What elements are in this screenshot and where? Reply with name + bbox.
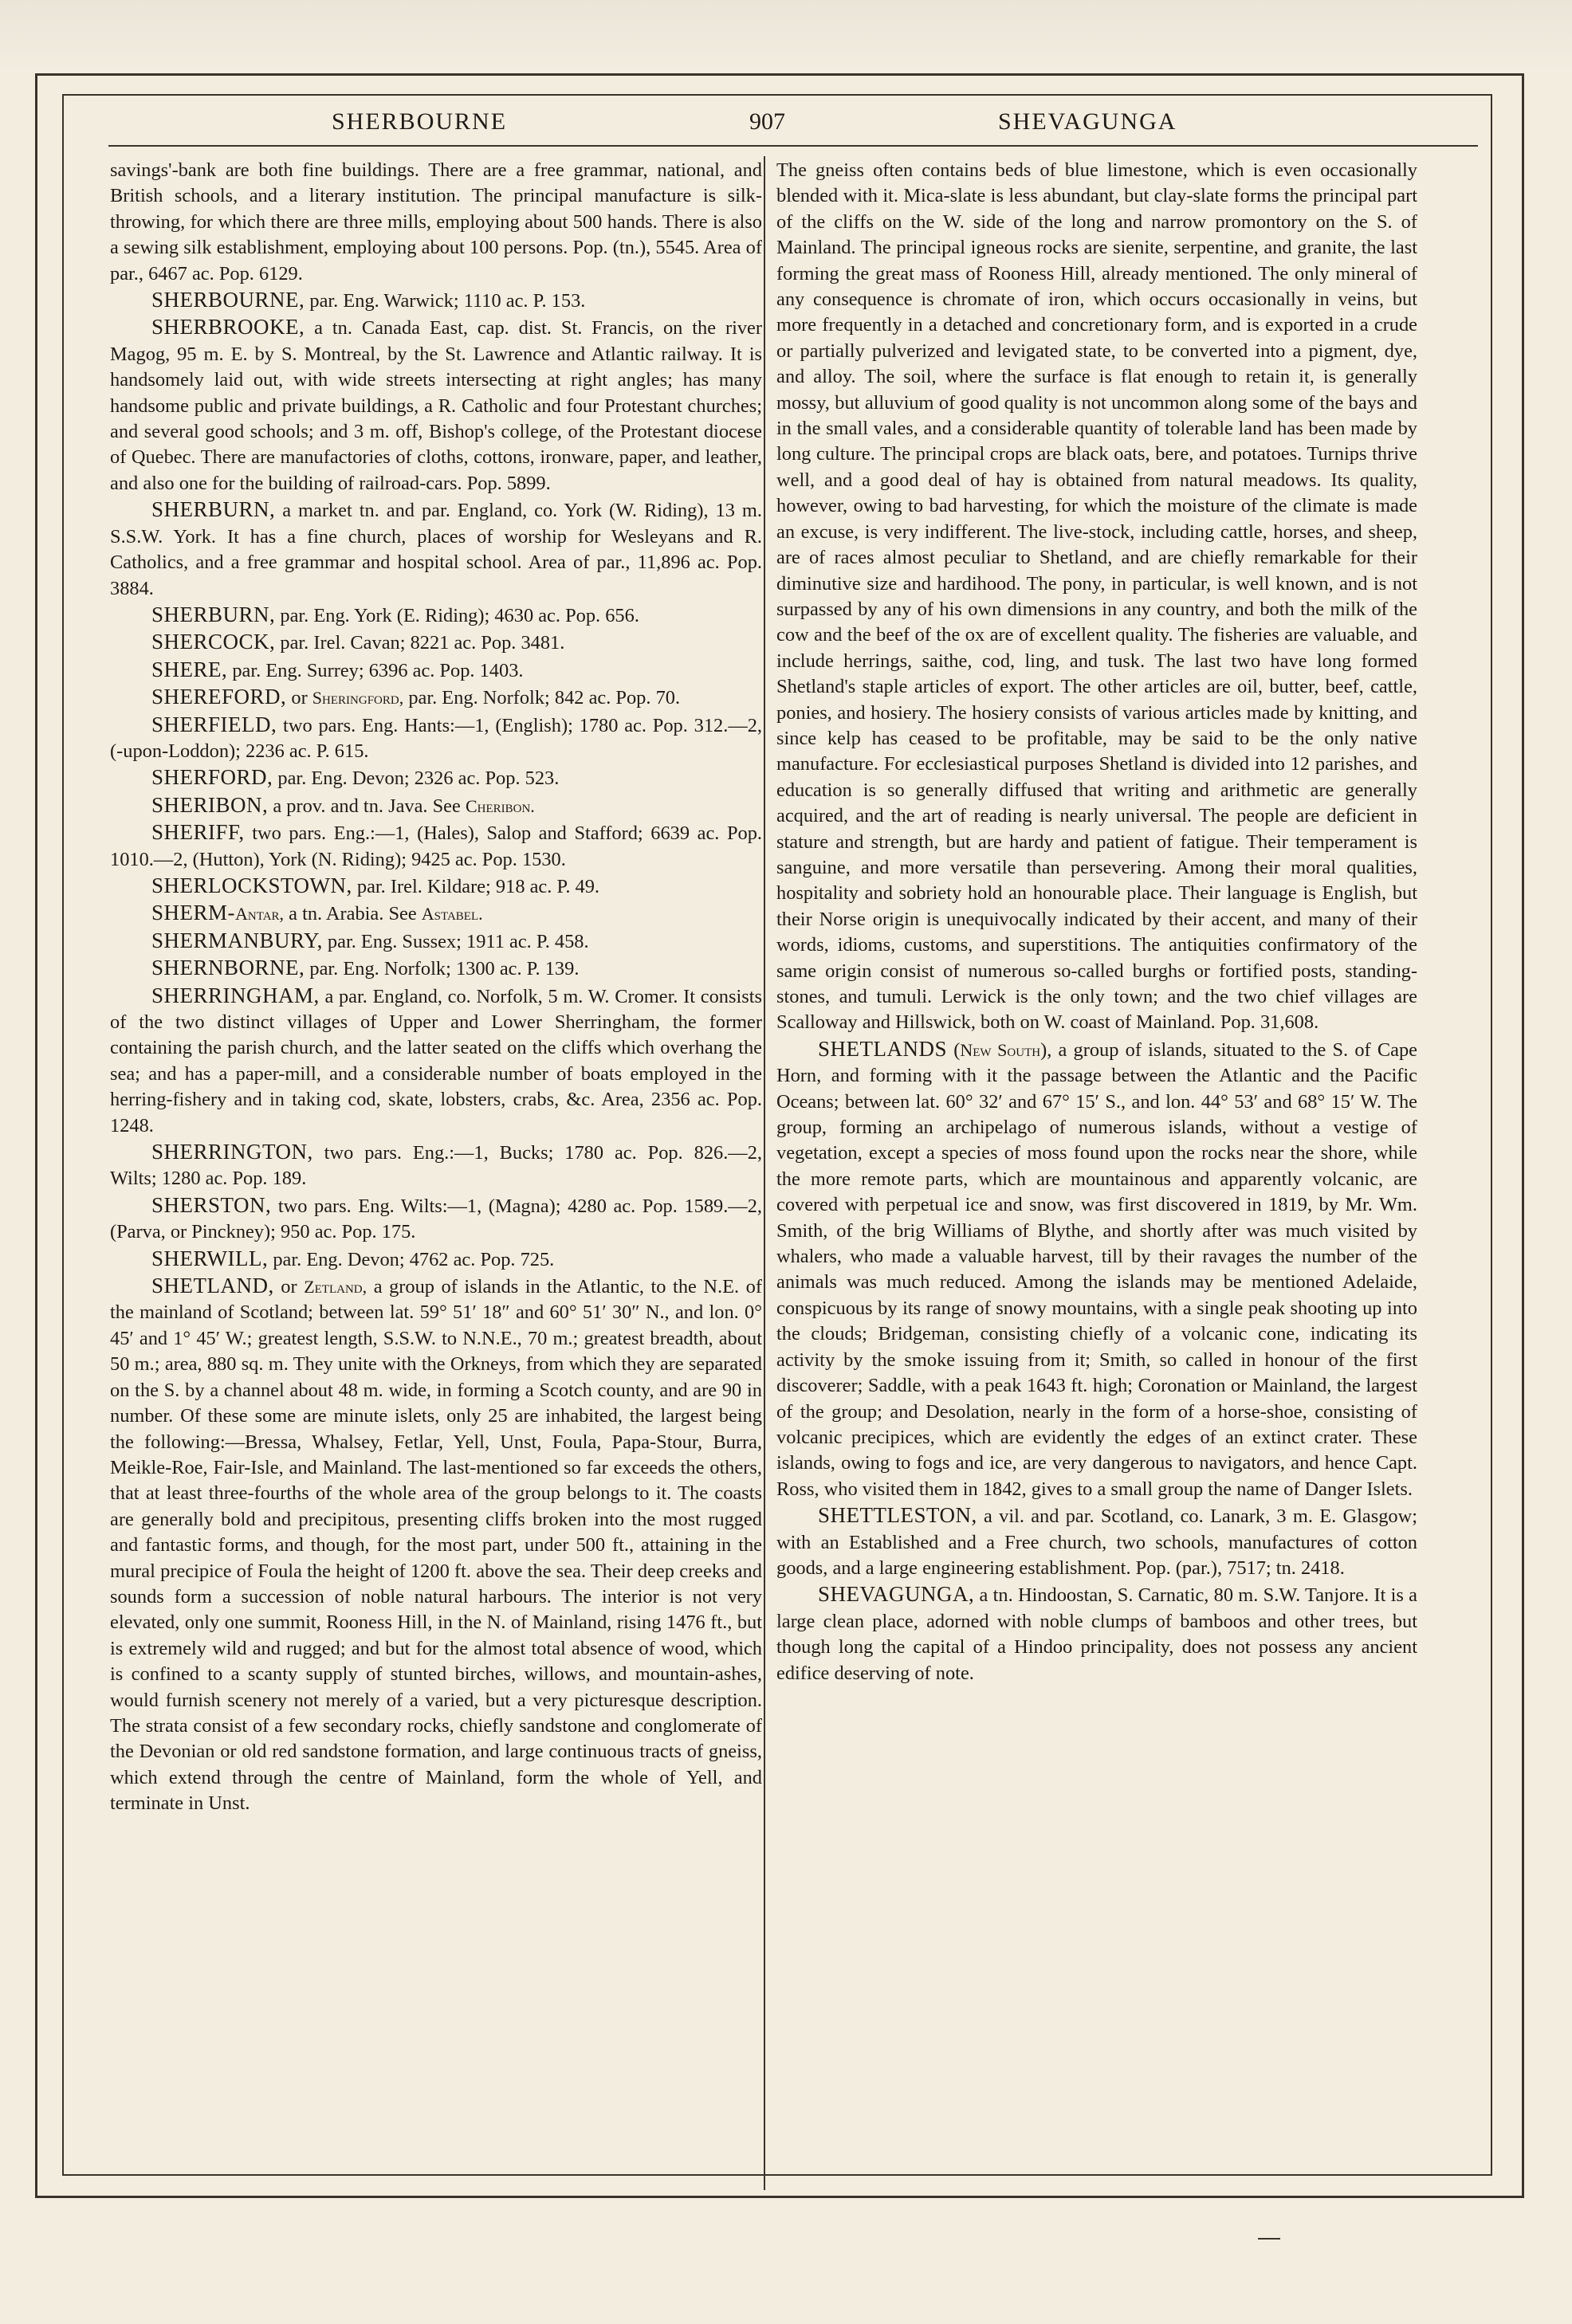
right-column (776, 158, 1417, 1686)
entry-text: or (286, 687, 312, 709)
entry-text: par. Eng. Warwick; 1110 ac. P. 153. (305, 290, 586, 312)
entry-text: a tn. Arabia. See (284, 903, 422, 925)
paragraph-text: savings'-bank are both fine buildings. There are a free grammar, national, and British schools, and a literary institution. The principal manufacture is silk-throwing, for which there are three mills, employing about 500 hands. There is also a sewing silk establishment, employing about 100 persons. Pop. (tn.), 5545. Area of par., 6467 ac. Pop. 6129. (110, 159, 762, 285)
entry-small-caps: Cheribon. (465, 795, 535, 816)
gazetteer-entry (110, 873, 762, 900)
gazetteer-entry (776, 1036, 1417, 1502)
entry-headword: SHETTLESTON, (818, 1503, 977, 1528)
gazetteer-entry (110, 1192, 762, 1246)
header-right-title: SHEVAGUNGA (998, 108, 1177, 135)
entry-headword: SHERIFF, (151, 820, 245, 845)
entry-headword: SHERCOCK, (151, 630, 276, 654)
gazetteer-entry (776, 1581, 1417, 1686)
gazetteer-entry (110, 602, 762, 629)
entry-text: par. Eng. Devon; 2326 ac. Pop. 523. (273, 767, 560, 790)
entry-headword: SHERRINGHAM, (151, 983, 320, 1007)
entry-text: a group of islands in the Atlantic, to the N.E. of the mainland of Scotland; between lat. 59° 51′ 18″ and 60° 51′ 30″ N., and lon. 0° 45′ and 1° 45′ W.; greatest length, S.S.W. to N.N.E., 70 m.; greatest breadth, about 50 m.; area, 880 sq. m. They unite with the Orkneys, from which they are separated on the S. by a channel about 48 m. wide, in forming a Scotch county, and are 90 in number. Of these some are minute islets, only 25 are inhabited, the largest being the following:—Bressa, Whalsey, Fetlar, Yell, Unst, Foula, Papa-Stour, Burra, Meikle-Roe, Fair-Isle, and Mainland. The last-mentioned so far exceeds the others, that at least three-fourths of the whole area of the group belongs to it. The coasts are generally bold and precipitous, presenting cliffs broken into the most rugged and fantastic forms, and though, for the most part, under 500 ft., attaining in the mural precipice of Foula the height of 1200 ft. above the sea. Their deep creeks and sounds form a succession of noble natural harbours. The interior is not very elevated, only one summit, Rooness Hill, in the N. of Mainland, rising 1476 ft., but is extremely wild and rugged; and but for the almost total absence of wood, which is confined to a scanty supply of stunted birches, willows, and mountain-ashes, would furnish scenery not merely of a varied, but a very picturesque description. The strata consist of a few secondary rocks, chiefly sandstone and conglomerate of the Devonian or old red sandstone formation, and large continuous tracts of gneiss, which extend through the centre of Mainland, form the whole of Yell, and terminate in Unst. (110, 1276, 763, 1815)
gazetteer-entry (110, 712, 762, 765)
entry-text: two pars. Eng.:—1, (Hales), Salop and Stafford; 6639 ac. Pop. 1010.—2, (Hutton), York (N. Riding); 9425 ac. Pop. 1530. (110, 822, 762, 870)
entry-text: a tn. Hindoostan, S. Carnatic, 80 m. S.W. Tanjore. It is a large clean place, adorned with noble clumps of bamboos and other trees, but though long the capital of a Hindoo principality, does not possess any ancient edifice deserving of note. (776, 1584, 1417, 1684)
entry-text: par. Irel. Cavan; 8221 ac. Pop. 3481. (275, 632, 565, 654)
entry-headword: SHERMANBURY, (151, 928, 323, 952)
gazetteer-entry (110, 928, 762, 955)
entry-headword: SHERRINGTON, (151, 1140, 313, 1164)
entry-text: two pars. Eng. Wilts:—1, (Magna); 4280 ac. Pop. 1589.—2, (Parva, or Pinckney); 950 ac. Pop. 175. (110, 1195, 762, 1243)
gazetteer-entry (110, 657, 762, 684)
gazetteer-entry (110, 1246, 762, 1273)
entry-headword: SHERIBON, (151, 792, 269, 817)
entry-text: par. Eng. Norfolk; 842 ac. Pop. 70. (403, 687, 681, 709)
gazetteer-entry (110, 955, 762, 982)
entry-text: par. Eng. Surrey; 6396 ac. Pop. 1403. (227, 659, 524, 681)
entry-text: two pars. Eng. Hants:—1, (English); 1780 ac. Pop. 312.—2, (-upon-Loddon); 2236 ac. P. 615. (110, 714, 762, 762)
entry-headword: SHERBURN, (151, 602, 276, 626)
left-column (110, 158, 762, 1817)
entry-headword: SHETLANDS (818, 1036, 948, 1061)
gazetteer-entry (110, 764, 762, 791)
gazetteer-entry (110, 497, 762, 602)
entry-small-caps: Astabel. (421, 904, 483, 924)
page-top-margin (0, 0, 1572, 73)
entry-headword: SHERNBORNE, (151, 956, 305, 980)
gazetteer-entry (110, 287, 762, 314)
entry-headword: SHERM- (151, 901, 236, 925)
entry-headword: SHEVAGUNGA, (818, 1582, 975, 1607)
gazetteer-entry (110, 792, 762, 819)
entry-text: two pars. Eng.:—1, Bucks; 1780 ac. Pop. 826.—2, Wilts; 1280 ac. Pop. 189. (110, 1142, 762, 1190)
paragraph-text: The gneiss often contains beds of blue limestone, which is even occasionally blended with it. Mica-slate is less abundant, but clay-slate forms the principal part of the cliffs on the W. side of the long and narrow promontory on the S. of Mainland. The principal igneous rocks are sienite, serpentine, and granite, the last forming the great mass of Rooness Hill, already mentioned. The only mineral of any consequence is chromate of iron, which occurs occasionally in veins, but more frequently in a detached and concretionary form, and is exported in a crude or partially pulverized and levigated state, to be converted into a pigment, dye, and alloy. The soil, where the surface is flat enough to retain it, is generally mossy, but alluvium of good quality is not uncommon along some of the bays and in the small vales, and a considerable quantity of tolerable land has been made by long culture. The principal crops are black oats, bere, and potatoes. Turnips thrive well, and a good deal of hay is obtained from natural meadows. Its quality, however, owing to bad harvesting, for which the moisture of the climate is made an excuse, is very indifferent. The live-stock, including cattle, horses, and sheep, are of races almost peculiar to Shetland, and are chiefly remarkable for their diminutive size and hardihood. The pony, in particular, is well known, and is not surpassed by any of his own dimensions in any country, and both the milk of the cow and the beef of the ox are of excellent quality. The fisheries are valuable, and include herrings, saithe, cod, ling, and tusk. The last two have long formed Shetland's staple articles of export. The other articles are oil, butter, beef, cattle, ponies, and hosiery. The hosiery consists of various articles made by knitting, and since kelp has ceased to be profitable, may be said to be the only native manufacture. For ecclesiastical purposes Shetland is divided into 12 parishes, and education is so generally diffused that writing and arithmetic are generally acquired, and the art of reading is nearly universal. The people are deficient in stature and strength, but are hardy and patient of fatigue. Their temperament is sanguine, and more versatile than persevering. Among their moral qualities, hospitality and sobriety hold an honourable place. Their language is English, but their Norse origin is unequivocally indicated by their accent, and many of their words, idioms, customs, and superstitions. The antiquities confirmatory of the same origin consist of numerous so-called burghs or fortified posts, standing-stones, and tumuli. Lerwick is the only town; and the two chief villages are Scalloway and Hillswick, both on W. coast of Mainland. Pop. 31,608. (776, 159, 1417, 1034)
entry-text: par. Eng. Norfolk; 1300 ac. P. 139. (305, 958, 580, 980)
entry-headword: SHERSTON, (151, 1192, 272, 1217)
entry-small-caps: Zetland, (304, 1277, 367, 1297)
gazetteer-entry (110, 1273, 762, 1817)
gazetteer-entry (110, 314, 762, 497)
entry-text: par. Irel. Kildare; 918 ac. P. 49. (352, 875, 599, 897)
entry-headword: SHERBURN, (151, 497, 276, 522)
header-rule (108, 145, 1478, 147)
entry-headword: SHERLOCKSTOWN, (151, 873, 352, 897)
entry-small-caps: Antar, (235, 904, 285, 924)
gazetteer-entry (110, 983, 762, 1139)
column-divider (764, 156, 765, 2190)
entry-text: ( (947, 1038, 961, 1061)
entry-text: a tn. Canada East, cap. dist. St. Francis, on the river Magog, 95 m. E. by S. Montreal, by the St. Lawrence and Atlantic railway. It is handsomely laid out, with wide streets intersecting at right angles; has many handsome public and private buildings, a R. Catholic and four Protestant churches; and several good schools; and 3 m. off, Bishop's college, of the Protestant diocese of Quebec. There are manufactories of cloths, cottons, ironware, paper, and leather, and also one for the building of railroad-cars. Pop. 5899. (110, 317, 762, 494)
entry-text: ), a group of islands, situated to the S. of Cape Horn, and forming with it the passage between the Atlantic and the Pacific Oceans; between lat. 60° 32′ and 67° 15′ S., and lon. 44° 53′ and 68° 15′ W. The group, forming an archipelago of numerous islands, without a vestige of vegetation, except a species of moss found upon the rocks near the shore, while the more remote parts, which are mountainous and apparently volcanic, are covered with perpetual ice and snow, was first discovered in 1819, by Mr. Wm. Smith, of the brig Williams of Blythe, and shortly after was much visited by whalers, who made a valuable harvest, till by their ravages the number of the animals was much reduced. Among the islands may be mentioned Adelaide, conspicuous by its range of snowy mountains, with a single peak shooting up into the clouds; Bridgeman, consisting chiefly of a volcanic cone, indicating its activity by the smoke issuing from it; Smith, so called in honour of the first discoverer; Saddle, with a peak 1643 ft. high; Coronation or Mainland, the largest of the group; and Desolation, nearly in the form of a horse-shoe, consisting of volcanic precipices, which are evidently the edges of an extinct crater. These islands, owing to fogs and ice, are very dangerous to navigators, and hence Capt. Ross, who visited them in 1842, gives to a small group the name of Danger Islets. (776, 1038, 1417, 1500)
entry-headword: SHERFIELD, (151, 712, 277, 736)
entry-headword: SHEREFORD, (151, 685, 287, 709)
entry-text: or (273, 1276, 305, 1298)
entry-text: par. Eng. Devon; 4762 ac. Pop. 725. (268, 1248, 555, 1270)
entry-small-caps: Sheringford, (312, 688, 404, 709)
end-of-page-mark (1258, 2238, 1280, 2240)
gazetteer-entry (110, 1139, 762, 1192)
page-number: 907 (749, 108, 785, 135)
gazetteer-entry (110, 629, 762, 656)
entry-text: a par. England, co. Norfolk, 5 m. W. Cromer. It consists of the two distinct villages of Upper and Lower Sherringham, the former containing the parish church, and the latter seated on the cliffs which overhang the sea; and has a paper-mill, and a considerable number of boats employed in the herring-fishery and in taking cod, skate, lobsters, crabs, &c. Area, 2356 ac. Pop. 1248. (110, 985, 762, 1136)
continued-text (110, 158, 762, 287)
gazetteer-entry (776, 1502, 1417, 1581)
entry-text: par. Eng. York (E. Riding); 4630 ac. Pop. 656. (275, 604, 639, 626)
entry-text: a vil. and par. Scotland, co. Lanark, 3 m. E. Glasgow; with an Established and a Free church, two schools, manufactures of cotton goods, and a large engineering establishment. Pop. (par.), 7517; tn. 2418. (776, 1505, 1417, 1579)
gazetteer-entry (110, 819, 762, 873)
gazetteer-entry (110, 684, 762, 711)
entry-headword: SHERBOURNE, (151, 288, 305, 312)
entry-text: a prov. and tn. Java. See (268, 795, 466, 817)
entry-headword: SHETLAND, (151, 1274, 274, 1298)
entry-headword: SHERFORD, (151, 765, 273, 790)
gazetteer-entry (110, 900, 762, 927)
entry-text: a market tn. and par. England, co. York (W. Riding), 13 m. S.S.W. York. It has a fine church, places of worship for Wesleyans and R. Catholics, and a free grammar and hospital school. Area of par., 11,896 ac. Pop. 3884. (110, 500, 762, 599)
entry-headword: SHERBROOKE, (151, 315, 305, 340)
entry-text: par. Eng. Sussex; 1911 ac. P. 458. (322, 930, 589, 952)
entry-small-caps: New South (960, 1039, 1041, 1060)
continued-text (776, 158, 1417, 1036)
entry-headword: SHERE, (151, 657, 228, 681)
header-left-title: SHERBOURNE (332, 108, 508, 135)
running-header (88, 102, 1467, 150)
entry-headword: SHERWILL, (151, 1246, 269, 1270)
